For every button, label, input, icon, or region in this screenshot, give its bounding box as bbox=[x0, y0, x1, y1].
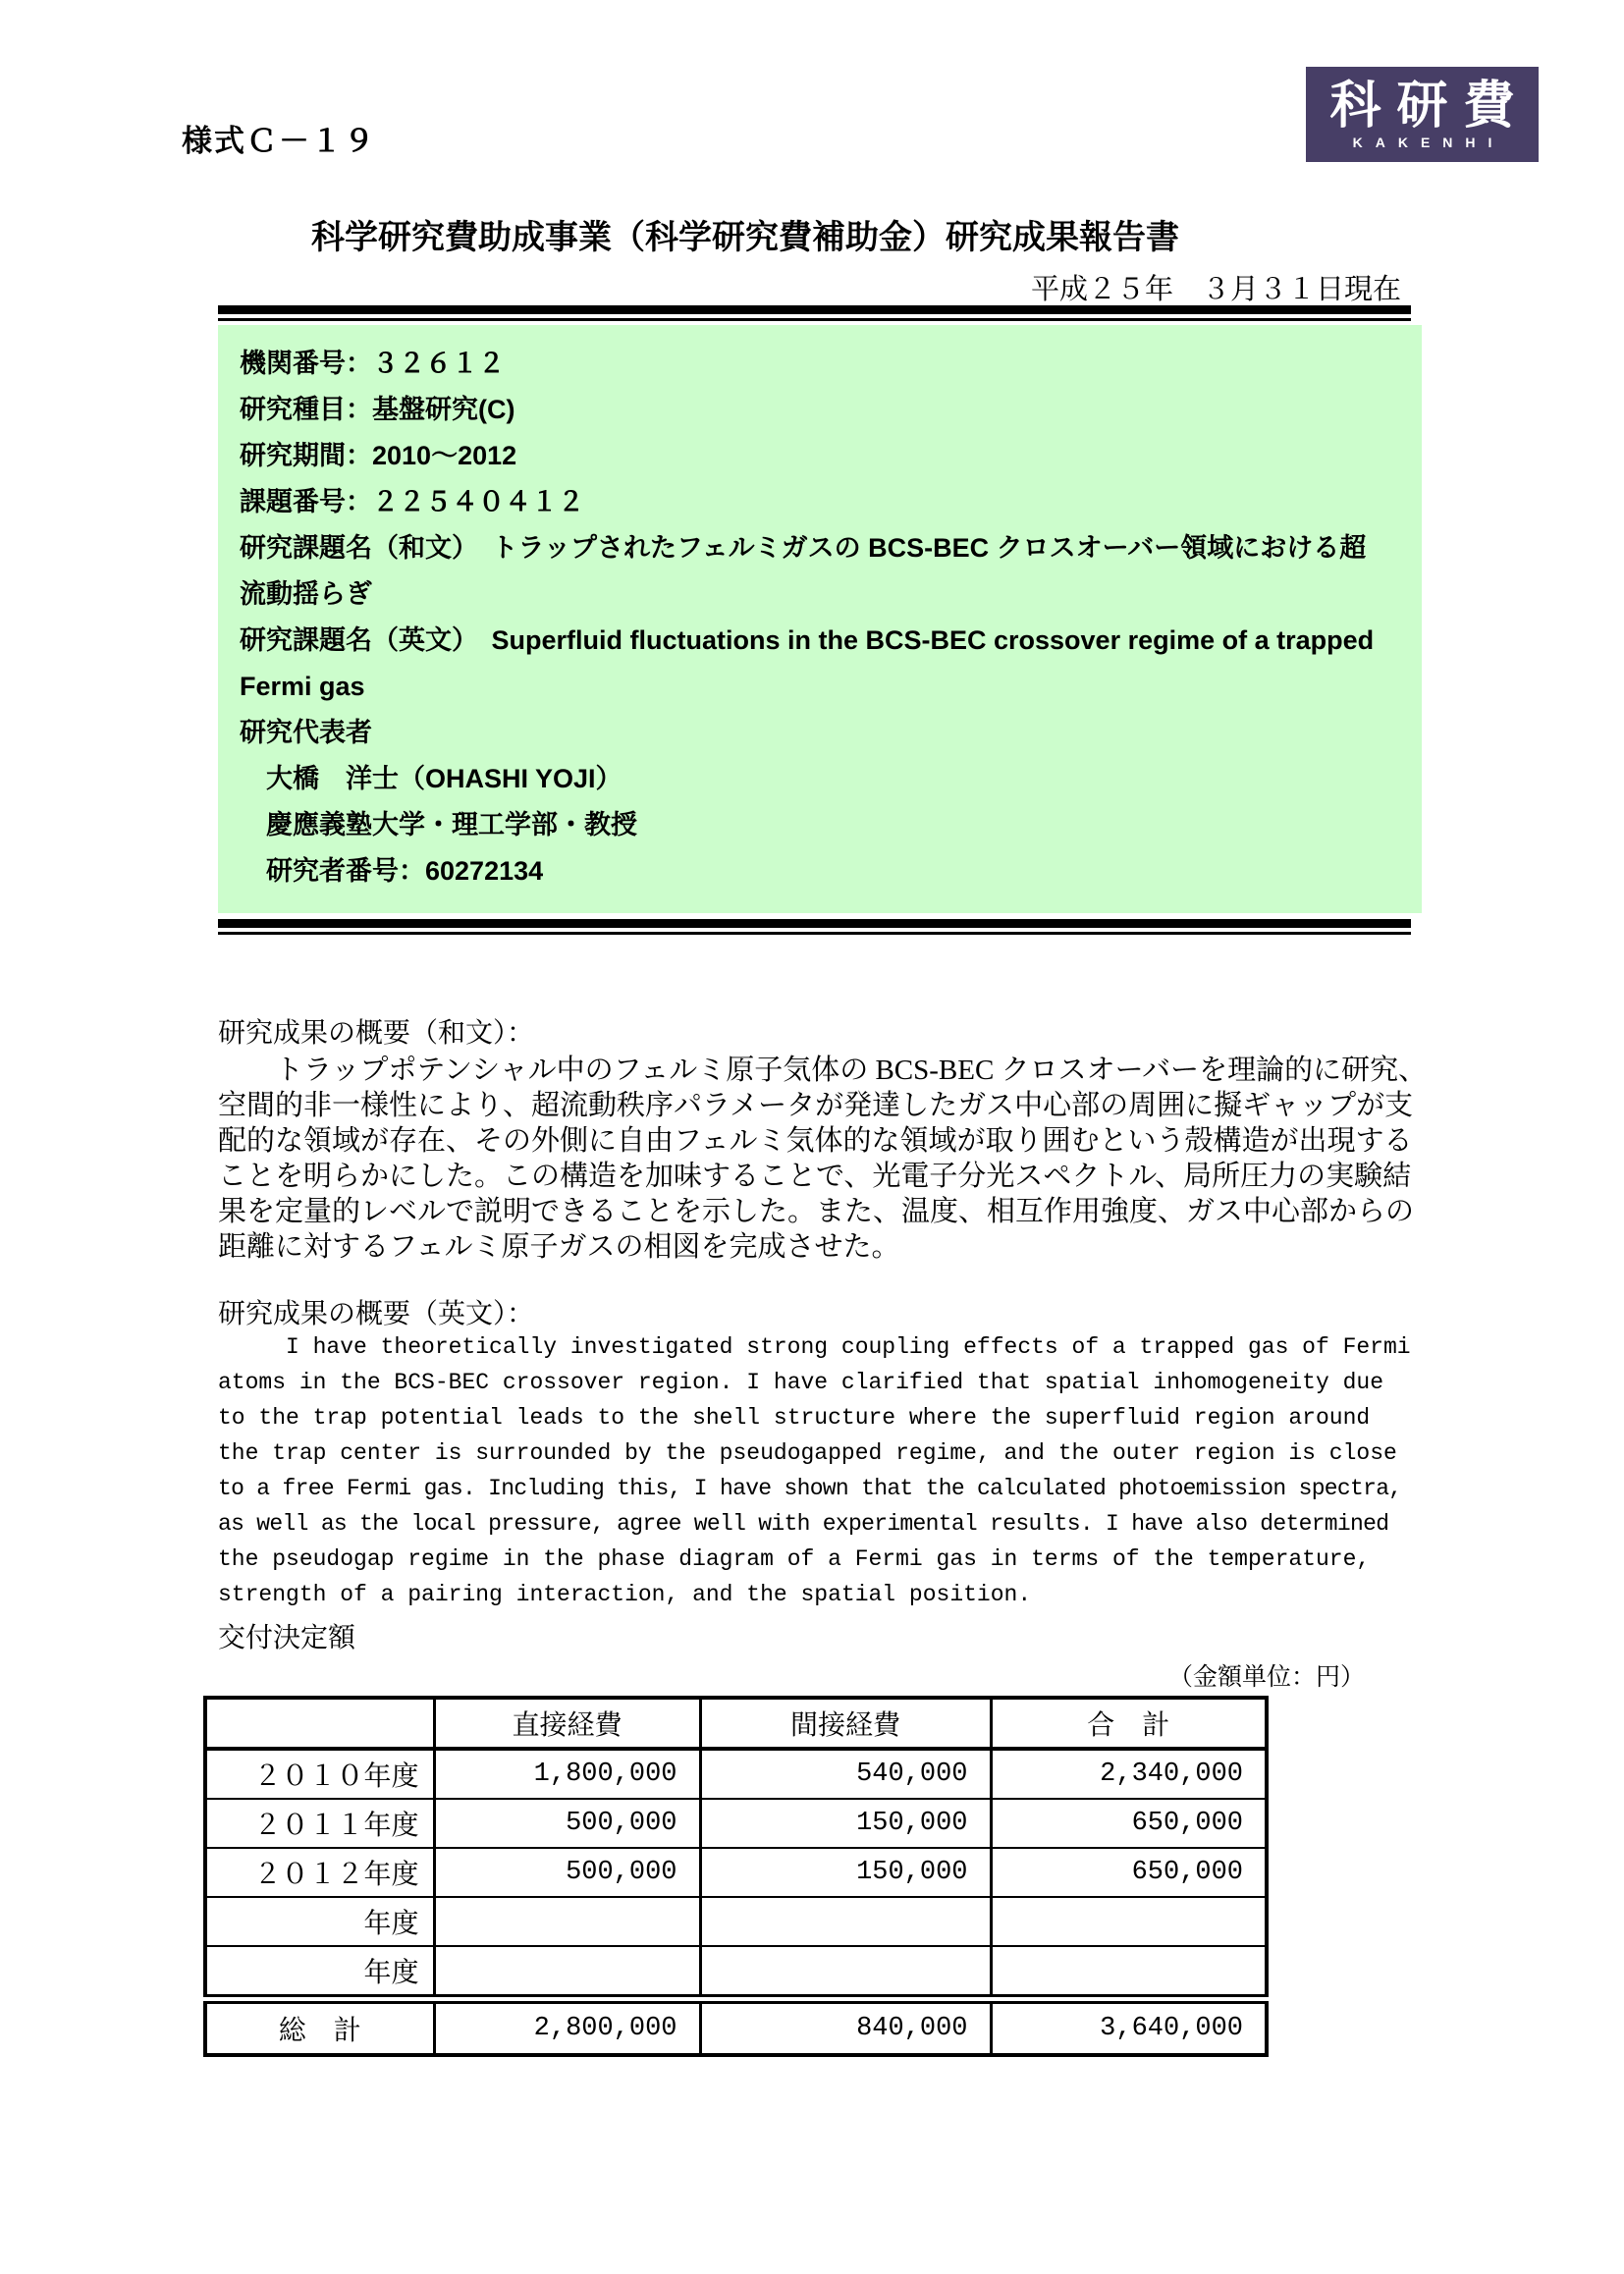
grant-row-label: ２０１１年度 bbox=[205, 1799, 434, 1848]
summary-ja-heading: 研究成果の概要（和文）： bbox=[218, 1018, 535, 1049]
grant-row-label: ２０１０年度 bbox=[205, 1749, 434, 1799]
grant-indirect-cost: 150,000 bbox=[700, 1799, 991, 1848]
grant-row-2010 bbox=[205, 1749, 1267, 1799]
summary-ja-line: 果を定量的レベルで説明できることを示した。また、温度、相互作用強度、ガス中心部からの bbox=[218, 1196, 1415, 1227]
summary-en-heading: 研究成果の概要（英文）： bbox=[218, 1299, 535, 1329]
grant-section-title: 交付決定額 bbox=[218, 1623, 356, 1653]
summary-en-line: atoms in the BCS-BEC crossover region. I have clarified that spatial inhomogeneity due bbox=[218, 1370, 1383, 1395]
info-line-researcher-number: 研究者番号：60272134 bbox=[240, 856, 544, 886]
grant-total-cost: 2,340,000 bbox=[991, 1749, 1267, 1799]
grant-indirect-cost bbox=[700, 1946, 991, 1999]
grant-row-2011 bbox=[205, 1799, 1267, 1848]
summary-en-line: the pseudogap regime in the phase diagram of a Fermi gas in terms of the temperature, bbox=[218, 1546, 1371, 1572]
grant-header-total: 合 計 bbox=[991, 1698, 1267, 1749]
grant-row-2012 bbox=[205, 1848, 1267, 1897]
project-info-box bbox=[218, 325, 1422, 913]
kakenhi-logo-kanji: 科研費 bbox=[1329, 77, 1531, 135]
kakenhi-logo bbox=[1306, 67, 1539, 162]
grant-row-label: 年度 bbox=[205, 1897, 434, 1946]
grant-total-cost bbox=[991, 1946, 1267, 1999]
grant-header-empty bbox=[205, 1698, 434, 1749]
summary-en-line: the trap center is surrounded by the pseudogapped regime, and the outer region is close bbox=[218, 1440, 1397, 1466]
report-title: 科学研究費助成事業（科学研究費補助金）研究成果報告書 bbox=[311, 219, 1179, 256]
info-line-title-en-2: Fermi gas bbox=[240, 672, 365, 701]
form-code: 様式Ｃ－１９ bbox=[182, 124, 376, 158]
grant-amount-table bbox=[203, 1696, 1269, 2057]
grant-table-header-row bbox=[205, 1698, 1267, 1749]
grant-total-cost: 650,000 bbox=[991, 1799, 1267, 1848]
grant-direct-cost: 500,000 bbox=[434, 1799, 700, 1848]
info-line-research-period: 研究期間：2010～2012 bbox=[240, 441, 517, 470]
grant-direct-cost bbox=[434, 1897, 700, 1946]
grant-direct-cost bbox=[434, 1946, 700, 1999]
summary-ja-line: 距離に対するフェルミ原子ガスの相図を完成させた。 bbox=[218, 1231, 900, 1263]
summary-en-line: strength of a pairing interaction, and the spatial position. bbox=[218, 1582, 1032, 1607]
grant-header-direct: 直接経費 bbox=[434, 1698, 700, 1749]
report-date: 平成２５年 ３月３１日現在 bbox=[1030, 274, 1401, 305]
summary-ja-line: ことを明らかにした。この構造を加味することで、光電子分光スペクトル、局所圧力の実験結 bbox=[218, 1161, 1412, 1192]
info-line-project-number: 課題番号：２２５４０４１２ bbox=[240, 487, 584, 516]
grant-total-cost: 3,640,000 bbox=[991, 1999, 1267, 2055]
summary-ja-line: 配的な領域が存在、その外側に自由フェルミ気体的な領域が取り囲むという殻構造が出現する bbox=[218, 1125, 1413, 1157]
info-line-title-en-1: 研究課題名（英文） Superfluid fluctuations in the BCS-BEC crossover regime of a trapped bbox=[240, 625, 1375, 655]
kakenhi-logo-latin: KAKENHI bbox=[1352, 134, 1505, 150]
info-line-title-ja-1: 研究課題名（和文） トラップされたフェルミガスの BCS-BEC クロスオーバー領域における超 bbox=[240, 533, 1367, 563]
info-line-affiliation: 慶應義塾大学・理工学部・教授 bbox=[240, 810, 637, 839]
bottom-divider-rule bbox=[218, 919, 1411, 935]
summary-en-line: to the trap potential leads to the shell structure where the superfluid region around bbox=[218, 1405, 1371, 1431]
grant-row-empty-2 bbox=[205, 1946, 1267, 1999]
summary-en-text bbox=[218, 1329, 1411, 1612]
summary-ja-text bbox=[218, 1053, 1427, 1265]
grant-direct-cost: 500,000 bbox=[434, 1848, 700, 1897]
grant-unit-note: （金額単位：円） bbox=[1167, 1664, 1365, 1691]
summary-en-line: I have theoretically investigated strong coupling effects of a trapped gas of Fermi bbox=[218, 1334, 1411, 1360]
info-line-principal-investigator-label: 研究代表者 bbox=[240, 718, 372, 747]
info-line-title-ja-2: 流動揺らぎ bbox=[240, 579, 372, 609]
summary-ja-line: 空間的非一様性により、超流動秩序パラメータが発達したガス中心部の周囲に擬ギャップが支 bbox=[218, 1090, 1414, 1121]
grant-row-label: 年度 bbox=[205, 1946, 434, 1999]
grant-row-grand-total bbox=[205, 1999, 1267, 2055]
grant-row-label: 総 計 bbox=[205, 1999, 434, 2055]
grant-direct-cost: 1,800,000 bbox=[434, 1749, 700, 1799]
summary-en-line: as well as the local pressure, agree well with experimental results. I have also determined bbox=[218, 1511, 1389, 1537]
grant-row-empty-1 bbox=[205, 1897, 1267, 1946]
info-line-institution-number: 機関番号：３２６１２ bbox=[240, 349, 505, 378]
grant-direct-cost: 2,800,000 bbox=[434, 1999, 700, 2055]
grant-header-indirect: 間接経費 bbox=[700, 1698, 991, 1749]
grant-indirect-cost bbox=[700, 1897, 991, 1946]
grant-indirect-cost: 150,000 bbox=[700, 1848, 991, 1897]
grant-total-cost: 650,000 bbox=[991, 1848, 1267, 1897]
info-line-investigator-name: 大橋 洋士（OHASHI YOJI） bbox=[240, 764, 623, 793]
grant-total-cost bbox=[991, 1897, 1267, 1946]
grant-row-label: ２０１２年度 bbox=[205, 1848, 434, 1897]
top-divider-rule bbox=[218, 305, 1411, 321]
summary-ja-line: トラップポテンシャル中のフェルミ原子気体の BCS-BEC クロスオーバーを理論的に研究、 bbox=[218, 1055, 1428, 1086]
info-line-research-category: 研究種目：基盤研究(C) bbox=[240, 395, 515, 424]
summary-en-line: to a free Fermi gas. Including this, I have shown that the calculated photoemission spectra, bbox=[218, 1476, 1402, 1501]
grant-indirect-cost: 540,000 bbox=[700, 1749, 991, 1799]
grant-indirect-cost: 840,000 bbox=[700, 1999, 991, 2055]
